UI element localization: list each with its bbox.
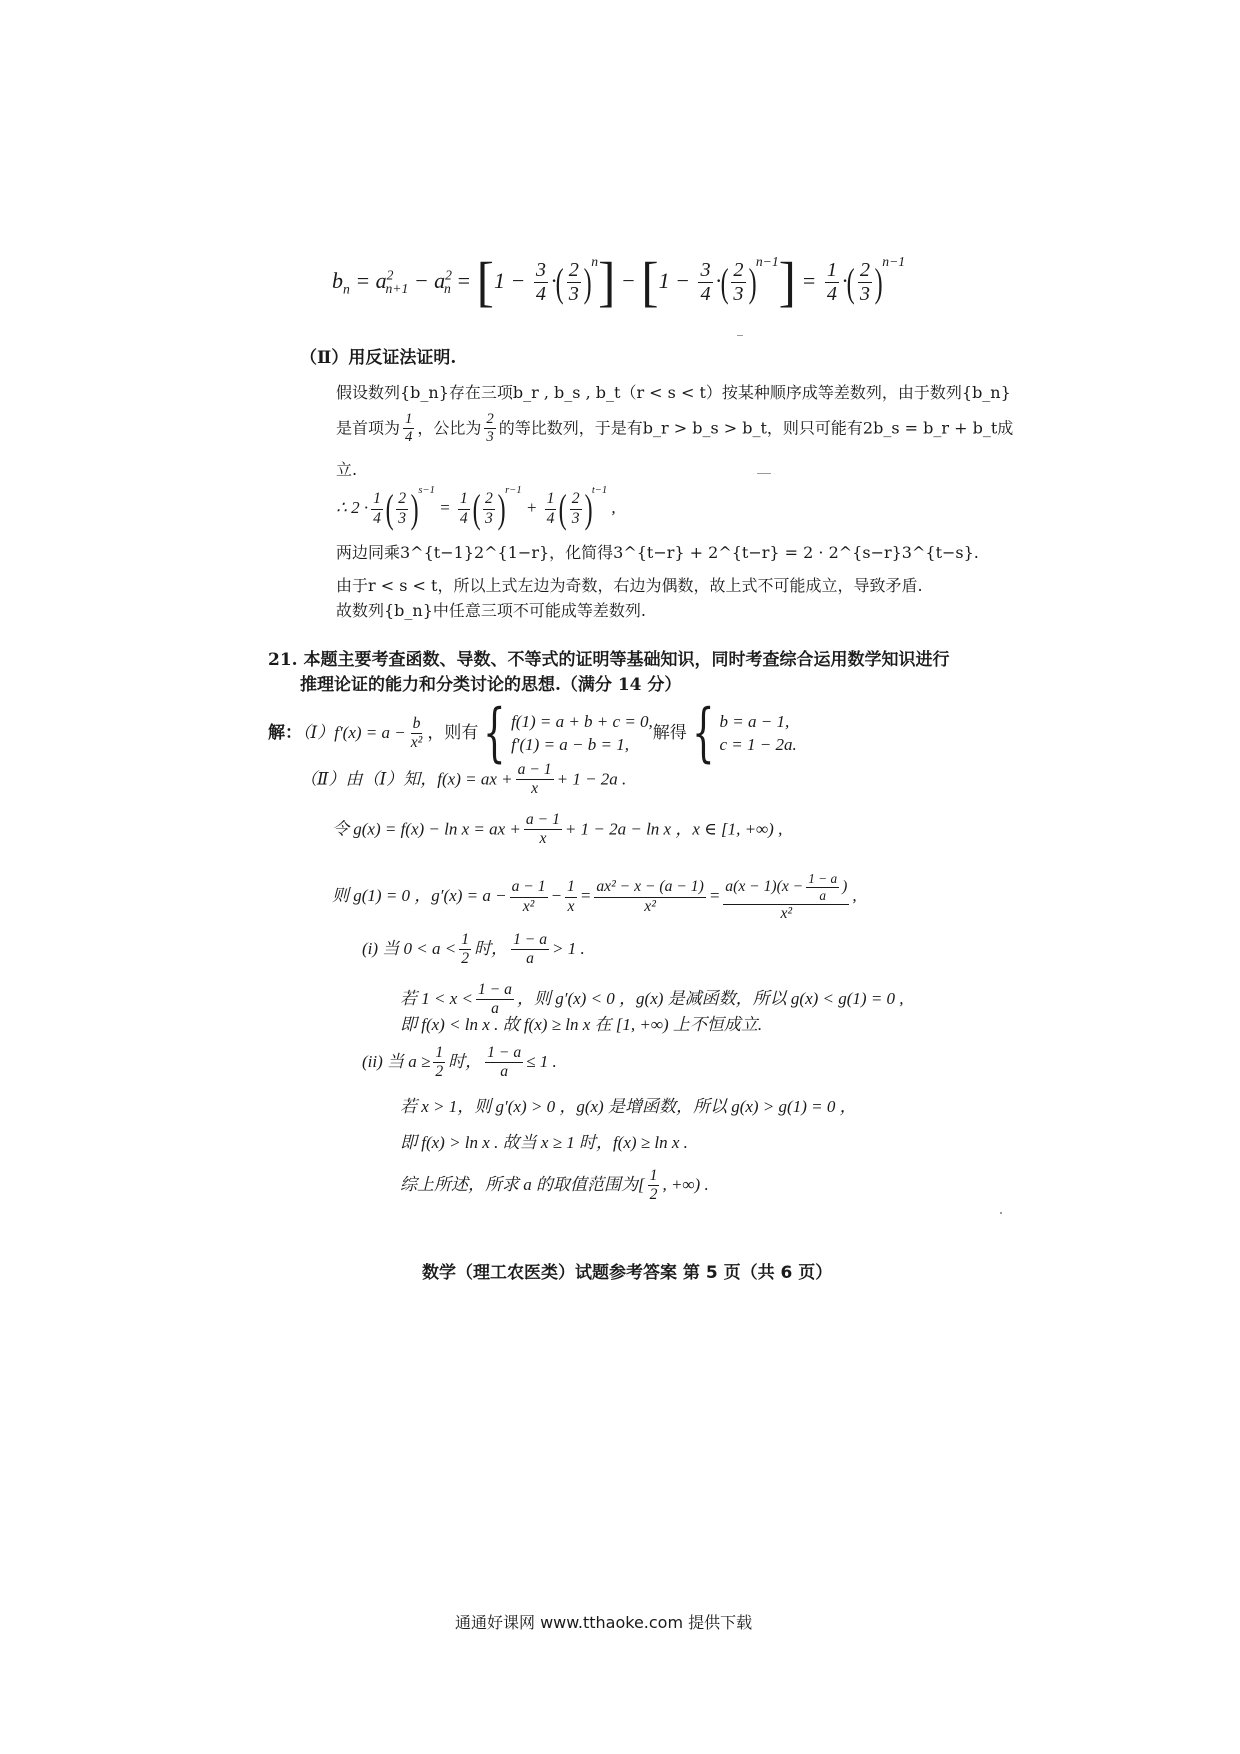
fraction xyxy=(594,879,705,915)
numerator: 3 xyxy=(534,260,548,283)
eq-part: = xyxy=(796,268,822,293)
fraction xyxy=(825,260,839,305)
system-row: f(1) = a + b + c = 0, xyxy=(511,711,653,731)
eq-part: · xyxy=(550,268,557,293)
text-span: 是首项为 xyxy=(336,418,401,438)
fraction xyxy=(485,1045,523,1081)
text-span: （Ⅱ）由（Ⅰ）知，f(x) = ax + xyxy=(300,769,513,789)
fraction xyxy=(483,491,495,527)
text-span: 若 1 < x < xyxy=(400,988,473,1008)
denominator: 4 xyxy=(700,283,711,306)
equation-system xyxy=(720,711,797,757)
numerator: 1 xyxy=(825,260,839,283)
numerator: a − 1 xyxy=(524,812,562,830)
fraction xyxy=(459,932,471,968)
text-span: , xyxy=(852,886,857,906)
numerator: 1 xyxy=(433,1045,445,1063)
denominator: 2 xyxy=(461,950,470,968)
fraction xyxy=(433,1045,445,1081)
denominator: 2 xyxy=(649,1186,658,1204)
part2-line6: 由于r < s < t，所以上式左边为奇数，右边为偶数，故上式不可能成立，导致矛盾. xyxy=(336,576,923,595)
left-bracket: [ xyxy=(641,252,659,313)
numerator: 2 xyxy=(396,491,408,509)
fraction xyxy=(403,412,414,446)
solution-label: 解： xyxy=(268,723,302,744)
numerator: 2 xyxy=(731,260,745,283)
text-span: 时， xyxy=(448,1051,483,1071)
denominator: 3 xyxy=(571,509,580,527)
text-span: ，则有 xyxy=(427,723,479,744)
denominator: 4 xyxy=(826,283,837,306)
eq-part: · xyxy=(715,268,722,293)
system-row: f′(1) = a − b = 1, xyxy=(511,734,629,754)
conclusion-line xyxy=(400,1168,709,1204)
part2-line5: 两边同乘3^{t−1}2^{1−r}，化简得3^{t−r} + 2^{t−r} = 2 · 2^{s−r}3^{t−s}. xyxy=(336,543,979,562)
scan-speck xyxy=(737,335,743,336)
fraction xyxy=(396,491,408,527)
fraction xyxy=(534,260,548,305)
eq-symbol: b xyxy=(332,268,343,293)
eq-sup: n−1 xyxy=(882,254,906,269)
case-2-line xyxy=(362,1045,557,1081)
denominator: a xyxy=(819,887,826,903)
numerator: a − 1 xyxy=(516,762,554,780)
system-row: b = a − 1, xyxy=(719,711,790,731)
fraction xyxy=(516,762,554,798)
fraction xyxy=(409,716,425,752)
denominator: x² xyxy=(522,897,535,915)
eq-sup: n−1 xyxy=(755,254,779,269)
eq-part: = xyxy=(450,268,477,293)
right-paren: ) xyxy=(410,486,419,532)
text-span: (ii) 当 a ≥ xyxy=(362,1051,431,1071)
eq-sup: n xyxy=(591,254,599,269)
left-paren: ( xyxy=(556,259,565,305)
numerator: 1 − a xyxy=(476,982,514,1000)
part2-line4: ∴ 2 · $\frac{1}{4}$ ( $\frac{2}{3}$ )$^{s-1}$ = $\frac{1}{4}$ ( $\frac{2}{3}$ )$^{r-1}$ + $\frac{1}{4}$ ( $\frac{2}{3}$ )$^{t-1}$ , xyxy=(336,485,616,532)
q21-part2-line3 xyxy=(332,872,857,922)
eq-sup: 2 xyxy=(386,267,394,283)
numerator: 1 − a xyxy=(511,932,549,950)
numerator: 2 xyxy=(483,491,495,509)
denominator: 4 xyxy=(535,283,546,306)
text-span: a(x − 1)(x − xyxy=(725,878,804,896)
denominator: 3 xyxy=(484,509,493,527)
text-span: , +∞) . xyxy=(662,1174,709,1194)
fraction xyxy=(458,491,470,527)
numerator xyxy=(723,872,849,905)
eq-part: · xyxy=(841,268,848,293)
page-footer: 数学（理工农医类）试题参考答案 第 5 页（共 6 页） xyxy=(422,1263,833,1283)
denominator: 3 xyxy=(486,429,494,446)
text-span: + 1 − 2a . xyxy=(556,769,627,789)
fraction xyxy=(723,872,849,922)
part2-heading: （Ⅱ）用反证法证明. xyxy=(300,348,457,368)
fraction xyxy=(858,260,872,305)
denominator: 4 xyxy=(405,429,413,446)
numerator: 1 xyxy=(648,1168,660,1186)
case-1-detail-2: 即 f(x) < ln x . 故 f(x) ≥ ln x 在 [1, +∞) 上不恒成立. xyxy=(400,1015,763,1034)
right-bracket: ] xyxy=(778,252,796,313)
right-bracket: ] xyxy=(598,252,616,313)
part2-line3: 立. xyxy=(336,460,358,479)
fraction xyxy=(476,982,514,1018)
left-brace: { xyxy=(483,696,506,770)
scan-speck xyxy=(757,473,771,474)
denominator: x xyxy=(531,780,539,798)
numerator: 1 xyxy=(403,412,414,429)
denominator: x xyxy=(567,897,575,915)
equation-system xyxy=(511,711,653,757)
text-span: [ xyxy=(638,1174,645,1194)
q21-part1 xyxy=(268,696,797,770)
system-row: c = 1 − 2a. xyxy=(719,734,797,754)
eq-sub: n xyxy=(443,281,451,297)
eq-part: − xyxy=(615,268,642,293)
text-span: 则 g(1) = 0 ，g′(x) = a − xyxy=(332,886,507,906)
case-2-detail-2: 即 f(x) > ln x . 故当 x ≥ 1 时，f(x) ≥ ln x . xyxy=(400,1133,688,1152)
denominator: 3 xyxy=(859,283,870,306)
eq-sub: n+1 xyxy=(385,281,409,297)
download-watermark: 通通好课网 www.tthaoke.com 提供下载 xyxy=(455,1613,753,1632)
numerator: ax² − x − (a − 1) xyxy=(594,879,705,897)
eq-sub: n xyxy=(343,281,350,297)
fraction xyxy=(570,491,582,527)
text-span: 综上所述，所求 a 的取值范围为 xyxy=(400,1174,638,1194)
part2-line1: 假设数列{b_n}存在三项b_r , b_s , b_t（r < s < t）按某种顺序成等差数列，由于数列{b_n} xyxy=(336,383,1011,402)
right-paren: ) xyxy=(748,259,757,305)
text-span: > 1 . xyxy=(552,938,585,958)
left-paren: ( xyxy=(847,259,856,305)
left-paren: ( xyxy=(559,486,568,532)
numerator: 1 − a xyxy=(808,871,838,886)
denominator: 2 xyxy=(435,1063,444,1081)
denominator: 4 xyxy=(546,509,555,527)
denominator: 4 xyxy=(373,509,381,527)
numerator: a − 1 xyxy=(510,879,548,897)
numerator: 2 xyxy=(484,412,495,429)
fraction xyxy=(648,1168,660,1204)
denominator: x² xyxy=(410,734,423,752)
numerator: 2 xyxy=(570,491,582,509)
part2-line7: 故数列{b_n}中任意三项不可能成等差数列. xyxy=(336,601,646,620)
fraction xyxy=(565,879,577,915)
text-span: 的等比数列，于是有b_r > b_s > b_t，则只可能有2b_s = b_r + b_t成 xyxy=(498,418,1014,438)
scan-speck xyxy=(1000,1212,1002,1214)
fraction xyxy=(545,491,557,527)
denominator: a xyxy=(491,1000,499,1018)
denominator: a xyxy=(526,950,534,968)
numerator: 1 − a xyxy=(485,1045,523,1063)
text-span: = xyxy=(708,886,721,906)
numerator: b xyxy=(411,716,423,734)
text-span: ∴ 2 · xyxy=(336,498,369,517)
left-paren: ( xyxy=(385,486,394,532)
text-span: + 1 − 2a − ln x ，x ∈ [1, +∞) , xyxy=(564,819,783,839)
fraction xyxy=(524,812,562,848)
numerator: 3 xyxy=(698,260,712,283)
left-paren: ( xyxy=(720,259,729,305)
eq-sup: 2 xyxy=(445,267,452,283)
q21-part2-line2 xyxy=(332,812,782,848)
numerator: 1 xyxy=(371,491,383,509)
right-paren: ) xyxy=(497,486,506,532)
left-bracket: [ xyxy=(476,252,494,313)
part2-line2 xyxy=(336,412,1013,446)
denominator: 3 xyxy=(733,283,744,306)
right-paren: ) xyxy=(584,486,593,532)
denominator: x² xyxy=(644,897,656,915)
text-span: ，则 g′(x) < 0 ，g(x) 是减函数，所以 g(x) < g(1) = 0 , xyxy=(516,988,904,1008)
denominator: a xyxy=(500,1063,509,1081)
text-span: − xyxy=(550,886,563,906)
numerator: 1 xyxy=(458,491,470,509)
eq-part: = a xyxy=(349,268,387,293)
numerator: 2 xyxy=(858,260,872,283)
numerator: 2 xyxy=(567,260,581,283)
denominator: x² xyxy=(780,904,793,922)
fraction xyxy=(510,879,548,915)
left-paren: ( xyxy=(472,486,481,532)
text-span: 时， xyxy=(474,938,509,958)
numerator: 1 xyxy=(565,879,577,897)
case-2-detail-1: 若 x > 1，则 g′(x) > 0 ，g(x) 是增函数，所以 g(x) > g(1) = 0 ， xyxy=(400,1097,857,1116)
q21-intro-2: 推理论证的能力和分类讨论的思想.（满分 14 分） xyxy=(300,675,682,695)
q21-intro-1: 21. 本题主要考查函数、导数、不等式的证明等基础知识，同时考查综合运用数学知识进行 xyxy=(268,650,950,670)
numerator: 1 xyxy=(545,491,557,509)
fraction xyxy=(806,872,839,903)
equation-b-n xyxy=(332,252,906,313)
q21-part2-line1 xyxy=(300,762,626,798)
text-span: = xyxy=(579,886,592,906)
denominator: x xyxy=(539,830,547,848)
text-span: 令 g(x) = f(x) − ln x = ax + xyxy=(332,819,521,839)
text-span: ) xyxy=(842,878,848,896)
text-span: （Ⅰ）f′(x) = a − xyxy=(302,723,406,743)
eq-part: 1 − xyxy=(493,268,531,293)
fraction xyxy=(731,260,745,305)
text-span: ，公比为 xyxy=(417,418,482,438)
fraction xyxy=(698,260,712,305)
text-span: (i) 当 0 < a < xyxy=(362,938,457,958)
denominator: 3 xyxy=(568,283,579,306)
fraction xyxy=(371,491,383,527)
left-brace: { xyxy=(691,696,715,770)
denominator: 3 xyxy=(398,509,407,527)
fraction xyxy=(484,412,495,446)
fraction xyxy=(567,260,581,305)
case-1-line xyxy=(362,932,585,968)
text-span: ≤ 1 . xyxy=(526,1051,557,1071)
right-paren: ) xyxy=(874,259,883,305)
right-paren: ) xyxy=(583,259,592,305)
fraction xyxy=(511,932,549,968)
text-span: 解得 xyxy=(652,723,687,744)
eq-part: 1 − xyxy=(658,268,696,293)
eq-part: − a xyxy=(408,268,446,293)
case-1-detail-1 xyxy=(400,982,904,1018)
denominator: 4 xyxy=(459,509,468,527)
numerator: 1 xyxy=(459,932,471,950)
